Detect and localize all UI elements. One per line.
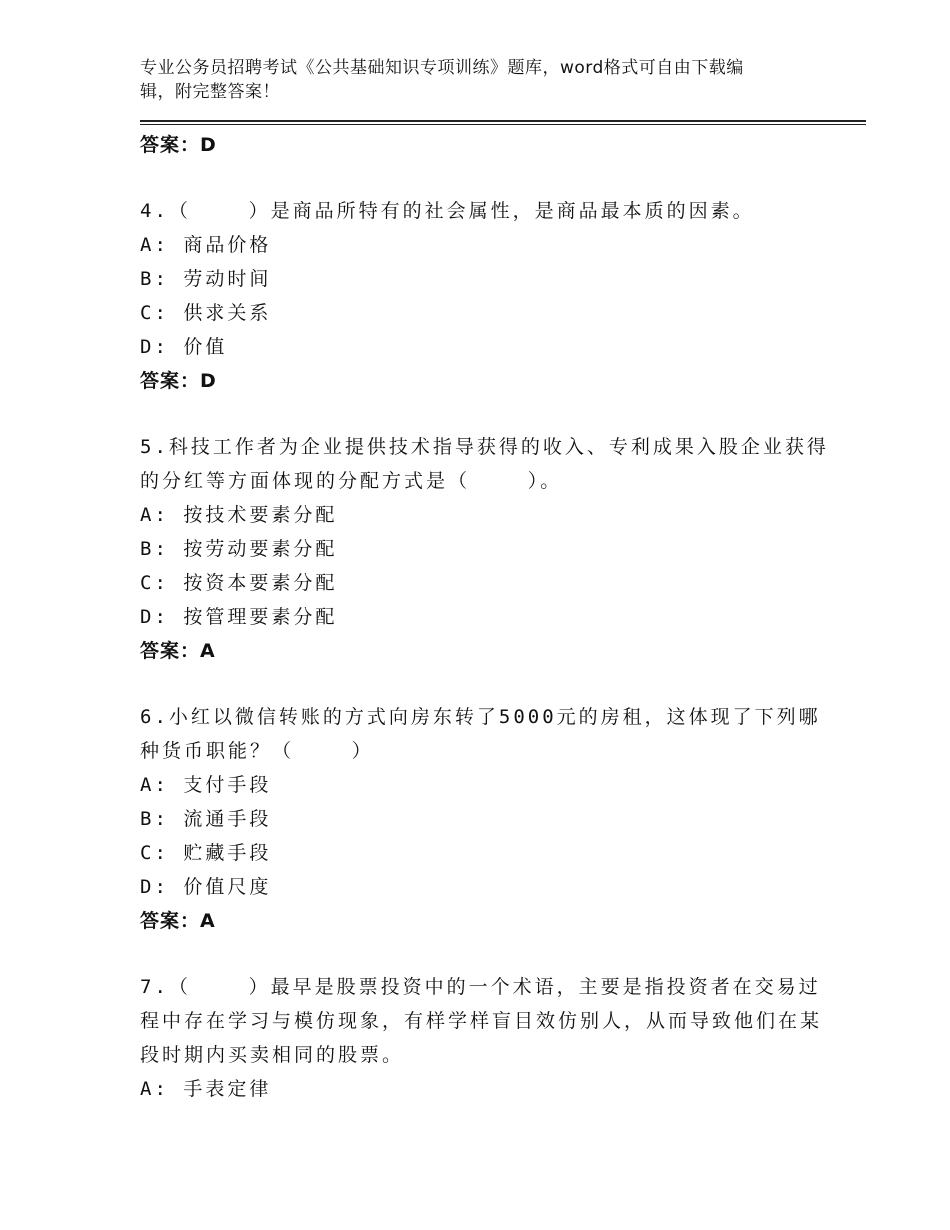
option-a: A: 按技术要素分配 (140, 504, 338, 526)
option-a: A: 手表定律 (140, 1078, 272, 1100)
document-header (140, 56, 800, 104)
option-b: B: 劳动时间 (140, 268, 272, 290)
header-line-2: 辑，附完整答案！ (140, 82, 280, 102)
question-text: 5.科技工作者为企业提供技术指导获得的收入、专利成果入股企业获得的分红等方面体现的分配方式是（ ）。 (140, 436, 829, 492)
question-6 (140, 700, 840, 938)
option-c: C: 按资本要素分配 (140, 572, 338, 594)
answer-line: 答案：D (140, 134, 217, 156)
question-text: 6.小红以微信转账的方式向房东转了5000元的房租，这体现了下列哪种货币职能？（ ） (140, 706, 821, 762)
question-text: 4.（ ）是商品所特有的社会属性，是商品最本质的因素。 (140, 200, 755, 222)
question-5 (140, 430, 840, 668)
option-b: B: 流通手段 (140, 808, 272, 830)
answer-line: 答案：D (140, 370, 217, 392)
question-list (140, 128, 840, 1106)
option-d: D: 按管理要素分配 (140, 606, 338, 628)
question-7 (140, 970, 840, 1106)
question-4 (140, 194, 840, 398)
header-rule-thin (140, 124, 866, 125)
answer-line: 答案：A (140, 640, 216, 662)
option-a: A: 支付手段 (140, 774, 272, 796)
option-a: A: 商品价格 (140, 234, 272, 256)
answer-line: 答案：A (140, 910, 216, 932)
option-c: C: 贮藏手段 (140, 842, 272, 864)
option-c: C: 供求关系 (140, 302, 272, 324)
option-d: D: 价值 (140, 336, 228, 358)
header-line-1: 专业公务员招聘考试《公共基础知识专项训练》题库，word格式可自由下载编 (140, 58, 744, 78)
question-text: 7.（ ）最早是股票投资中的一个术语，主要是指投资者在交易过程中存在学习与模仿现象，有样学样盲目效仿别人，从而导致他们在某段时期内买卖相同的股票。 (140, 976, 823, 1066)
option-b: B: 按劳动要素分配 (140, 538, 338, 560)
option-d: D: 价值尺度 (140, 876, 272, 898)
header-rule-thick (140, 120, 866, 122)
